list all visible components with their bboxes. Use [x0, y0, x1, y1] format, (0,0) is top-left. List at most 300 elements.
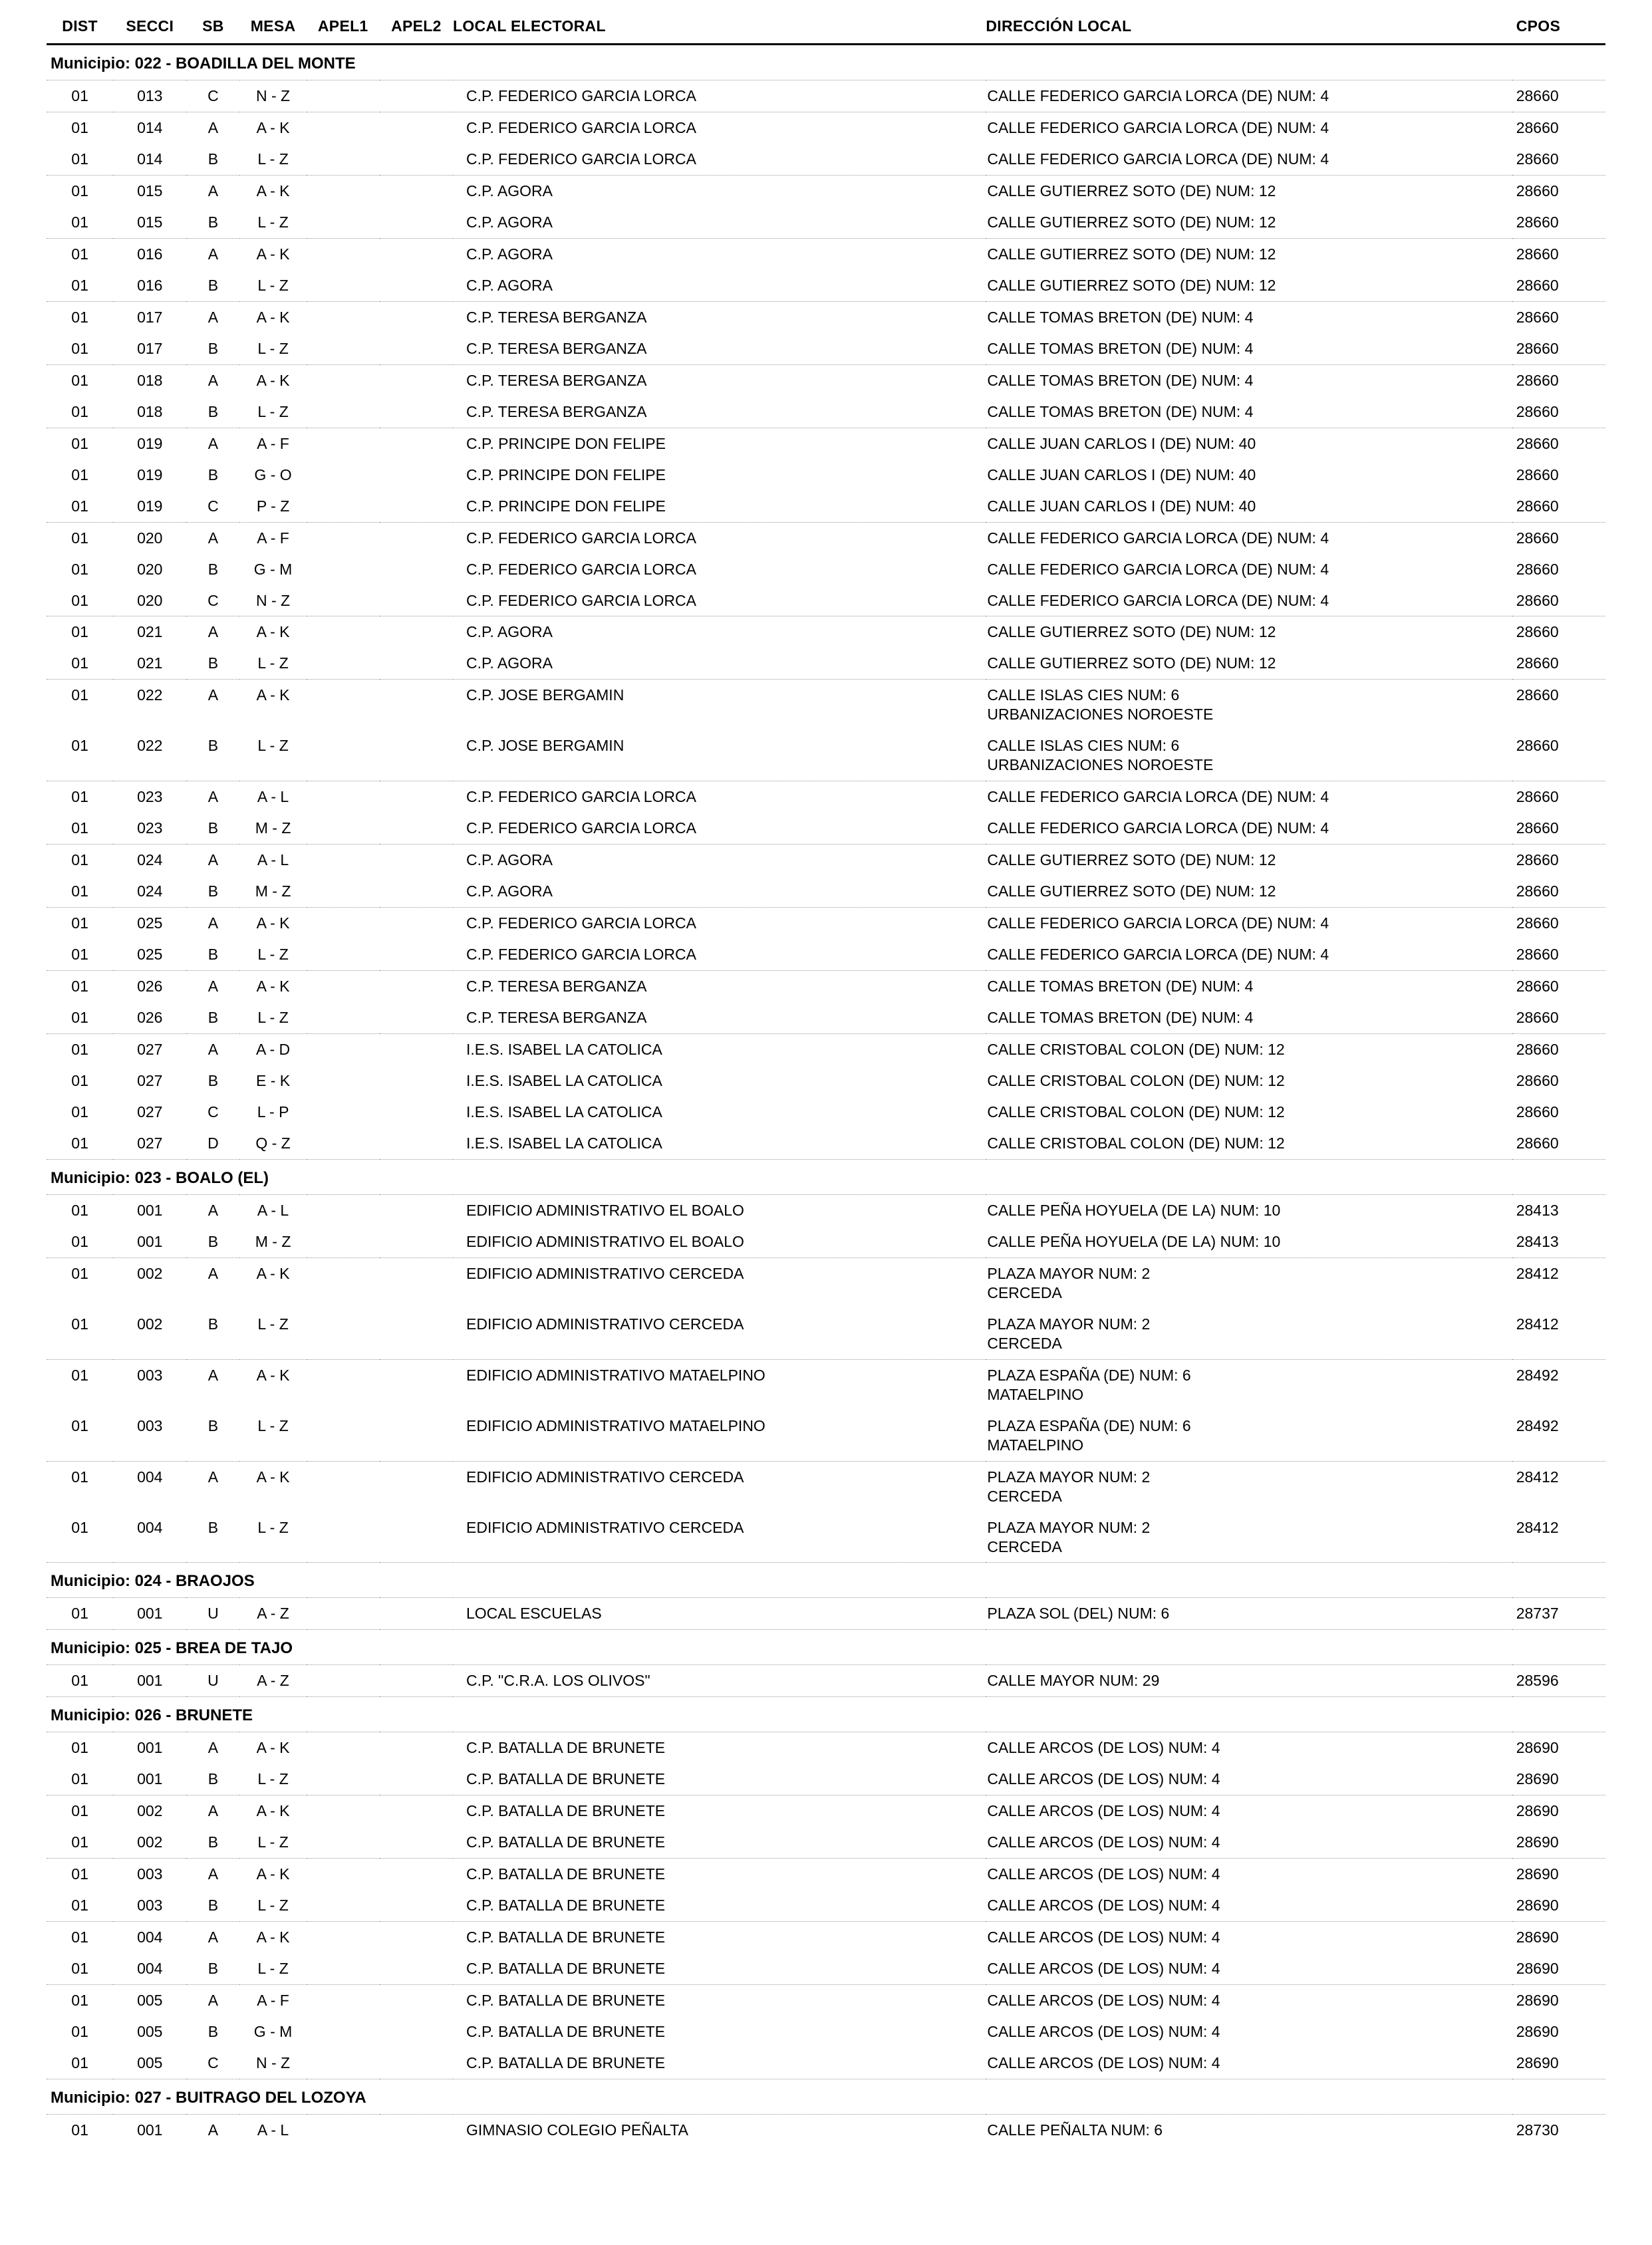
cell-cpos: 28660: [1512, 1128, 1605, 1159]
cell-apel1: [307, 1795, 380, 1827]
cell-direccion-local: [986, 876, 1512, 907]
cell-dist: 01: [71, 686, 88, 704]
cell-mesa: L - Z: [239, 1002, 306, 1033]
direccion-line-1: PLAZA MAYOR NUM: 2: [987, 1315, 1151, 1333]
cell-secci: 018: [137, 371, 163, 389]
cell-sb: A: [207, 1366, 219, 1384]
municipality-header-row: [47, 1563, 1605, 1598]
table-row: [47, 939, 1605, 970]
table-row: [47, 2047, 1605, 2079]
cell-dist: 01: [47, 333, 113, 364]
cell-sb: B: [186, 1890, 239, 1921]
cell-cpos: 28690: [1516, 1928, 1559, 1946]
cell-apel1: [307, 1985, 380, 2016]
cell-dist: 01: [71, 1041, 88, 1059]
cell-apel1: [307, 80, 380, 112]
cell-direccion-local: [986, 207, 1512, 238]
cell-apel1: [307, 680, 380, 730]
cell-apel2: [380, 845, 453, 876]
cell-cpos: 28690: [1512, 2047, 1605, 2079]
direccion-line-1: CALLE FEDERICO GARCIA LORCA (DE) NUM: 4: [987, 914, 1329, 932]
cell-apel2: [380, 2047, 453, 2079]
direccion-line-1: CALLE GUTIERREZ SOTO (DE) NUM: 12: [987, 245, 1276, 263]
cell-cpos: 28660: [1516, 1103, 1559, 1121]
cell-local-electoral: C.P. AGORA: [466, 182, 553, 199]
cell-apel1: [307, 175, 380, 206]
cell-secci: 018: [113, 396, 186, 428]
municipality-title: [47, 1563, 1605, 1598]
cell-direccion-local: [986, 428, 1512, 459]
cell-sb: A: [207, 1201, 219, 1219]
cell-secci: 022: [137, 686, 163, 704]
cell-apel1: [307, 1764, 380, 1795]
cell-apel1: [307, 396, 380, 428]
cell-secci: 026: [137, 978, 163, 995]
table-row: [47, 522, 1605, 553]
cell-dist: 01: [47, 1226, 113, 1257]
cell-cpos: 28690: [1512, 1953, 1605, 1984]
cell-apel1: [307, 876, 380, 907]
cell-cpos: 28413: [1516, 1201, 1559, 1219]
cell-direccion-local: [986, 175, 1512, 206]
cell-cpos: 28690: [1516, 1992, 1559, 2010]
cell-apel2: [380, 554, 453, 585]
column-header-sb: SB: [186, 17, 239, 45]
table-row: [47, 207, 1605, 238]
direccion-line-1: CALLE ARCOS (DE LOS) NUM: 4: [987, 1960, 1220, 1978]
direccion-line-1: CALLE ISLAS CIES NUM: 6: [987, 686, 1180, 704]
cell-apel1: [307, 1257, 380, 1308]
cell-local-electoral: EDIFICIO ADMINISTRATIVO MATAELPINO: [453, 1410, 986, 1461]
direccion-line-2: CERCEDA: [987, 1537, 1062, 1555]
cell-apel2: [380, 908, 453, 939]
cell-mesa: A - K: [256, 1366, 290, 1384]
cell-secci: 001: [113, 1665, 186, 1697]
cell-apel1: [307, 1827, 380, 1858]
cell-apel2: [380, 1002, 453, 1033]
cell-secci: 001: [137, 1201, 163, 1219]
cell-apel1: [307, 1410, 380, 1461]
cell-sb: B: [186, 1309, 239, 1359]
cell-cpos: 28730: [1516, 2121, 1559, 2139]
cell-local-electoral: EDIFICIO ADMINISTRATIVO CERCEDA: [466, 1468, 744, 1486]
municipality-title-text: Municipio: 027 - BUITRAGO DEL LOZOYA: [51, 2089, 366, 2107]
cell-mesa: L - Z: [239, 144, 306, 175]
cell-cpos: 28660: [1512, 144, 1605, 175]
cell-direccion-local: [986, 144, 1512, 175]
cell-secci: 016: [113, 270, 186, 301]
cell-secci: 005: [113, 2047, 186, 2079]
cell-mesa: A - K: [256, 1928, 290, 1946]
cell-sb: B: [186, 396, 239, 428]
cell-direccion-local: [986, 1309, 1512, 1359]
cell-dist: 01: [71, 465, 88, 483]
cell-cpos: 28690: [1512, 1764, 1605, 1795]
cell-apel1: [307, 616, 380, 648]
municipality-title: [47, 2079, 1605, 2115]
table-row: [47, 2115, 1605, 2146]
cell-apel2: [380, 1598, 453, 1630]
municipality-title: [47, 1630, 1605, 1665]
cell-cpos: 28412: [1512, 1309, 1605, 1359]
cell-apel2: [380, 207, 453, 238]
direccion-line-1: CALLE FEDERICO GARCIA LORCA (DE) NUM: 4: [987, 591, 1329, 609]
cell-cpos: 28660: [1512, 648, 1605, 679]
cell-mesa: L - Z: [239, 939, 306, 970]
direccion-line-1: CALLE FEDERICO GARCIA LORCA (DE) NUM: 4: [987, 819, 1329, 837]
cell-cpos: 28660: [1516, 308, 1559, 326]
cell-mesa: A - L: [257, 851, 289, 869]
cell-local-electoral: C.P. TERESA BERGANZA: [453, 333, 986, 364]
cell-mesa: A - K: [256, 1865, 290, 1883]
table-row: [47, 364, 1605, 396]
table-row: [47, 616, 1605, 648]
municipality-title: [47, 45, 1605, 80]
direccion-line-1: CALLE FEDERICO GARCIA LORCA (DE) NUM: 4: [987, 87, 1329, 104]
cell-secci: 019: [137, 434, 163, 452]
column-header-local-electoral: LOCAL ELECTORAL: [453, 17, 986, 45]
cell-secci: 005: [137, 2023, 163, 2041]
cell-direccion-local: [986, 1922, 1512, 1953]
cell-secci: 004: [113, 1953, 186, 1984]
cell-apel2: [380, 112, 453, 143]
cell-mesa: L - Z: [239, 333, 306, 364]
direccion-line-1: CALLE CRISTOBAL COLON (DE) NUM: 12: [987, 1072, 1285, 1089]
cell-dist: 01: [47, 270, 113, 301]
municipality-title-text: Municipio: 024 - BRAOJOS: [51, 1572, 255, 1591]
cell-dist: 01: [47, 396, 113, 428]
municipality-title: [47, 1697, 1605, 1732]
cell-sb: A: [207, 529, 219, 547]
cell-secci: 017: [113, 333, 186, 364]
cell-mesa: L - Z: [239, 1953, 306, 1984]
cell-mesa: N - Z: [239, 80, 306, 112]
cell-direccion-local: [986, 80, 1512, 112]
table-row: [47, 845, 1605, 876]
cell-secci: 020: [137, 529, 163, 547]
table-row: [47, 112, 1605, 143]
cell-mesa: A - K: [256, 1739, 290, 1757]
cell-dist: 01: [71, 623, 88, 641]
cell-apel2: [380, 144, 453, 175]
cell-apel1: [307, 207, 380, 238]
direccion-line-2: CERCEDA: [987, 1283, 1062, 1301]
direccion-line-1: CALLE ARCOS (DE LOS) NUM: 4: [987, 1865, 1220, 1883]
direccion-line-1: PLAZA SOL (DEL) NUM: 6: [987, 1605, 1170, 1623]
cell-local-electoral: C.P. FEDERICO GARCIA LORCA: [453, 813, 986, 844]
cell-cpos: 28660: [1516, 1041, 1559, 1059]
cell-secci: 023: [113, 813, 186, 844]
column-header-apel2: APEL2: [380, 17, 453, 45]
cell-cpos: 28690: [1516, 1865, 1559, 1883]
column-header-dist: DIST: [47, 17, 113, 45]
cell-apel1: [307, 301, 380, 332]
cell-secci: 020: [113, 585, 186, 616]
cell-cpos: 28690: [1512, 1890, 1605, 1921]
direccion-line-1: CALLE GUTIERREZ SOTO (DE) NUM: 12: [987, 654, 1276, 672]
cell-mesa: A - K: [256, 308, 290, 326]
cell-sb: B: [207, 1072, 219, 1089]
direccion-line-1: CALLE ARCOS (DE LOS) NUM: 4: [987, 1802, 1220, 1820]
cell-sb: B: [186, 939, 239, 970]
cell-apel2: [380, 939, 453, 970]
cell-apel2: [380, 460, 453, 491]
cell-cpos: 28412: [1516, 1264, 1559, 1282]
cell-mesa: G - O: [254, 465, 292, 483]
cell-apel1: [307, 364, 380, 396]
direccion-line-2: MATAELPINO: [987, 1436, 1084, 1454]
cell-local-electoral: EDIFICIO ADMINISTRATIVO EL BOALO: [453, 1226, 986, 1257]
cell-local-electoral: C.P. FEDERICO GARCIA LORCA: [466, 788, 696, 806]
cell-local-electoral: I.E.S. ISABEL LA CATOLICA: [466, 1072, 662, 1089]
cell-mesa: L - Z: [239, 207, 306, 238]
direccion-line-2: MATAELPINO: [987, 1385, 1084, 1403]
cell-mesa: A - Z: [239, 1665, 306, 1697]
cell-mesa: L - Z: [239, 270, 306, 301]
cell-sb: A: [207, 118, 219, 136]
cell-cpos: 28412: [1512, 1512, 1605, 1563]
cell-sb: C: [186, 80, 239, 112]
cell-direccion-local: [986, 1065, 1512, 1097]
cell-apel1: [307, 730, 380, 781]
cell-secci: 021: [137, 623, 163, 641]
cell-apel2: [380, 522, 453, 553]
cell-cpos: 28492: [1516, 1366, 1559, 1384]
cell-dist: 01: [71, 308, 88, 326]
cell-apel2: [380, 491, 453, 522]
column-header-secci: SECCI: [113, 17, 186, 45]
cell-sb: A: [207, 1992, 219, 2010]
cell-local-electoral: EDIFICIO ADMINISTRATIVO CERCEDA: [453, 1512, 986, 1563]
direccion-line-1: CALLE FEDERICO GARCIA LORCA (DE) NUM: 4: [987, 150, 1329, 168]
direccion-line-1: CALLE ARCOS (DE LOS) NUM: 4: [987, 2023, 1220, 2041]
cell-direccion-local: [986, 1665, 1512, 1697]
cell-local-electoral: C.P. BATALLA DE BRUNETE: [466, 1992, 666, 2010]
cell-apel2: [380, 396, 453, 428]
cell-apel1: [307, 1859, 380, 1890]
cell-sb: A: [207, 1865, 219, 1883]
cell-dist: 01: [71, 788, 88, 806]
cell-direccion-local: [986, 813, 1512, 844]
cell-secci: 004: [137, 1928, 163, 1946]
cell-apel1: [307, 1034, 380, 1065]
cell-apel1: [307, 939, 380, 970]
cell-secci: 001: [137, 2121, 163, 2139]
table-header: [47, 17, 1605, 45]
direccion-line-1: CALLE JUAN CARLOS I (DE) NUM: 40: [987, 434, 1256, 452]
cell-secci: 021: [113, 648, 186, 679]
cell-mesa: A - D: [255, 1041, 291, 1059]
cell-mesa: E - K: [255, 1072, 291, 1089]
cell-direccion-local: [986, 1194, 1512, 1226]
cell-mesa: G - M: [253, 560, 293, 578]
direccion-line-1: CALLE TOMAS BRETON (DE) NUM: 4: [987, 371, 1254, 389]
cell-local-electoral: C.P. BATALLA DE BRUNETE: [466, 2023, 666, 2041]
direccion-line-1: CALLE ARCOS (DE LOS) NUM: 4: [987, 1897, 1220, 1915]
cell-sb: B: [207, 465, 219, 483]
cell-direccion-local: [986, 1859, 1512, 1890]
cell-cpos: 28660: [1512, 333, 1605, 364]
table-row: [47, 1065, 1605, 1097]
cell-mesa: A - K: [256, 686, 290, 704]
cell-secci: 003: [137, 1865, 163, 1883]
cell-dist: 01: [47, 648, 113, 679]
table-row: [47, 971, 1605, 1002]
direccion-line-1: CALLE PEÑA HOYUELA (DE LA) NUM: 10: [987, 1232, 1281, 1250]
direccion-line-1: CALLE PEÑA HOYUELA (DE LA) NUM: 10: [987, 1201, 1281, 1219]
direccion-line-1: PLAZA ESPAÑA (DE) NUM: 6: [987, 1416, 1191, 1434]
cell-local-electoral: C.P. FEDERICO GARCIA LORCA: [466, 914, 696, 932]
cell-sb: B: [186, 1827, 239, 1858]
cell-direccion-local: [986, 648, 1512, 679]
cell-direccion-local: [986, 1257, 1512, 1308]
cell-cpos: 28660: [1516, 1072, 1559, 1089]
cell-apel1: [307, 460, 380, 491]
cell-apel1: [307, 1359, 380, 1410]
cell-secci: 003: [113, 1890, 186, 1921]
cell-sb: B: [186, 144, 239, 175]
cell-apel1: [307, 781, 380, 813]
cell-mesa: N - Z: [239, 585, 306, 616]
cell-dist: 01: [71, 1928, 88, 1946]
cell-direccion-local: [986, 1359, 1512, 1410]
table-row: [47, 1257, 1605, 1308]
direccion-line-1: CALLE ARCOS (DE LOS) NUM: 4: [987, 1928, 1220, 1946]
cell-cpos: 28660: [1516, 182, 1559, 199]
cell-direccion-local: [986, 396, 1512, 428]
cell-cpos: 28660: [1516, 465, 1559, 483]
cell-direccion-local: [986, 730, 1512, 781]
cell-dist: 01: [71, 978, 88, 995]
cell-sb: A: [207, 1264, 219, 1282]
cell-dist: 01: [47, 1598, 113, 1630]
cell-cpos: 28412: [1516, 1468, 1559, 1486]
cell-dist: 01: [47, 1827, 113, 1858]
cell-sb: B: [186, 1764, 239, 1795]
table-row: [47, 333, 1605, 364]
cell-sb: B: [186, 207, 239, 238]
direccion-line-1: PLAZA MAYOR NUM: 2: [987, 1518, 1151, 1536]
cell-apel2: [380, 648, 453, 679]
direccion-line-1: CALLE TOMAS BRETON (DE) NUM: 4: [987, 1009, 1254, 1027]
cell-apel1: [307, 1309, 380, 1359]
direccion-line-1: CALLE TOMAS BRETON (DE) NUM: 4: [987, 308, 1254, 326]
cell-sb: A: [207, 788, 219, 806]
cell-mesa: A - K: [256, 182, 290, 199]
direccion-line-1: CALLE TOMAS BRETON (DE) NUM: 4: [987, 978, 1254, 995]
cell-direccion-local: [986, 270, 1512, 301]
table-row: [47, 175, 1605, 206]
table-row: [47, 876, 1605, 907]
cell-secci: 025: [137, 914, 163, 932]
cell-local-electoral: C.P. BATALLA DE BRUNETE: [453, 1827, 986, 1858]
cell-mesa: A - F: [257, 529, 289, 547]
cell-dist: 01: [71, 560, 88, 578]
cell-sb: B: [186, 876, 239, 907]
cell-secci: 004: [113, 1512, 186, 1563]
cell-mesa: L - Z: [239, 648, 306, 679]
cell-direccion-local: [986, 1097, 1512, 1128]
cell-dist: 01: [47, 585, 113, 616]
cell-secci: 016: [137, 245, 163, 263]
cell-secci: 014: [137, 118, 163, 136]
column-header-cpos: CPOS: [1512, 17, 1605, 45]
cell-local-electoral: C.P. "C.R.A. LOS OLIVOS": [453, 1665, 986, 1697]
cell-dist: 01: [47, 207, 113, 238]
cell-mesa: A - Z: [239, 1598, 306, 1630]
cell-apel2: [380, 585, 453, 616]
cell-local-electoral: C.P. TERESA BERGANZA: [466, 371, 647, 389]
cell-apel1: [307, 2047, 380, 2079]
cell-mesa: A - K: [256, 1264, 290, 1282]
cell-mesa: L - Z: [239, 1827, 306, 1858]
cell-cpos: 28660: [1516, 788, 1559, 806]
municipality-header-row: [47, 45, 1605, 80]
table-row: [47, 1953, 1605, 1984]
table-row: [47, 238, 1605, 269]
cell-apel1: [307, 2016, 380, 2047]
cell-secci: 023: [137, 788, 163, 806]
cell-dist: 01: [47, 1128, 113, 1159]
cell-dist: 01: [47, 1764, 113, 1795]
cell-direccion-local: [986, 554, 1512, 585]
cell-apel1: [307, 1665, 380, 1697]
cell-apel2: [380, 1764, 453, 1795]
cell-mesa: L - Z: [239, 1410, 306, 1461]
cell-cpos: 28492: [1512, 1410, 1605, 1461]
cell-sb: B: [186, 730, 239, 781]
cell-apel2: [380, 1226, 453, 1257]
cell-local-electoral: I.E.S. ISABEL LA CATOLICA: [466, 1103, 662, 1121]
cell-sb: A: [207, 308, 219, 326]
cell-dist: 01: [47, 1309, 113, 1359]
cell-apel1: [307, 1194, 380, 1226]
cell-apel2: [380, 364, 453, 396]
cell-mesa: A - L: [257, 788, 289, 806]
cell-direccion-local: [986, 1732, 1512, 1764]
cell-sb: B: [186, 333, 239, 364]
table-row: [47, 2016, 1605, 2047]
cell-cpos: 28660: [1516, 371, 1559, 389]
cell-apel2: [380, 1890, 453, 1921]
cell-direccion-local: [986, 1226, 1512, 1257]
cell-dist: 01: [71, 851, 88, 869]
table-row: [47, 1827, 1605, 1858]
cell-sb: B: [207, 560, 219, 578]
cell-mesa: A - K: [256, 623, 290, 641]
cell-dist: 01: [71, 1103, 88, 1121]
cell-cpos: 28660: [1516, 978, 1559, 995]
cell-direccion-local: [986, 1953, 1512, 1984]
cell-secci: 002: [137, 1802, 163, 1820]
direccion-line-1: CALLE ARCOS (DE LOS) NUM: 4: [987, 1770, 1220, 1788]
cell-local-electoral: C.P. PRINCIPE DON FELIPE: [453, 491, 986, 522]
cell-dist: 01: [47, 1890, 113, 1921]
cell-apel2: [380, 1859, 453, 1890]
municipality-header-row: [47, 1697, 1605, 1732]
cell-local-electoral: C.P. BATALLA DE BRUNETE: [466, 1739, 666, 1757]
cell-cpos: 28660: [1516, 914, 1559, 932]
cell-dist: 01: [47, 730, 113, 781]
cell-mesa: L - Z: [239, 1512, 306, 1563]
direccion-line-1: CALLE GUTIERREZ SOTO (DE) NUM: 12: [987, 276, 1276, 294]
cell-cpos: 28660: [1512, 585, 1605, 616]
cell-secci: 002: [113, 1827, 186, 1858]
cell-cpos: 28660: [1516, 434, 1559, 452]
cell-local-electoral: GIMNASIO COLEGIO PEÑALTA: [466, 2121, 688, 2139]
cell-secci: 024: [113, 876, 186, 907]
direccion-line-1: CALLE FEDERICO GARCIA LORCA (DE) NUM: 4: [987, 560, 1329, 578]
